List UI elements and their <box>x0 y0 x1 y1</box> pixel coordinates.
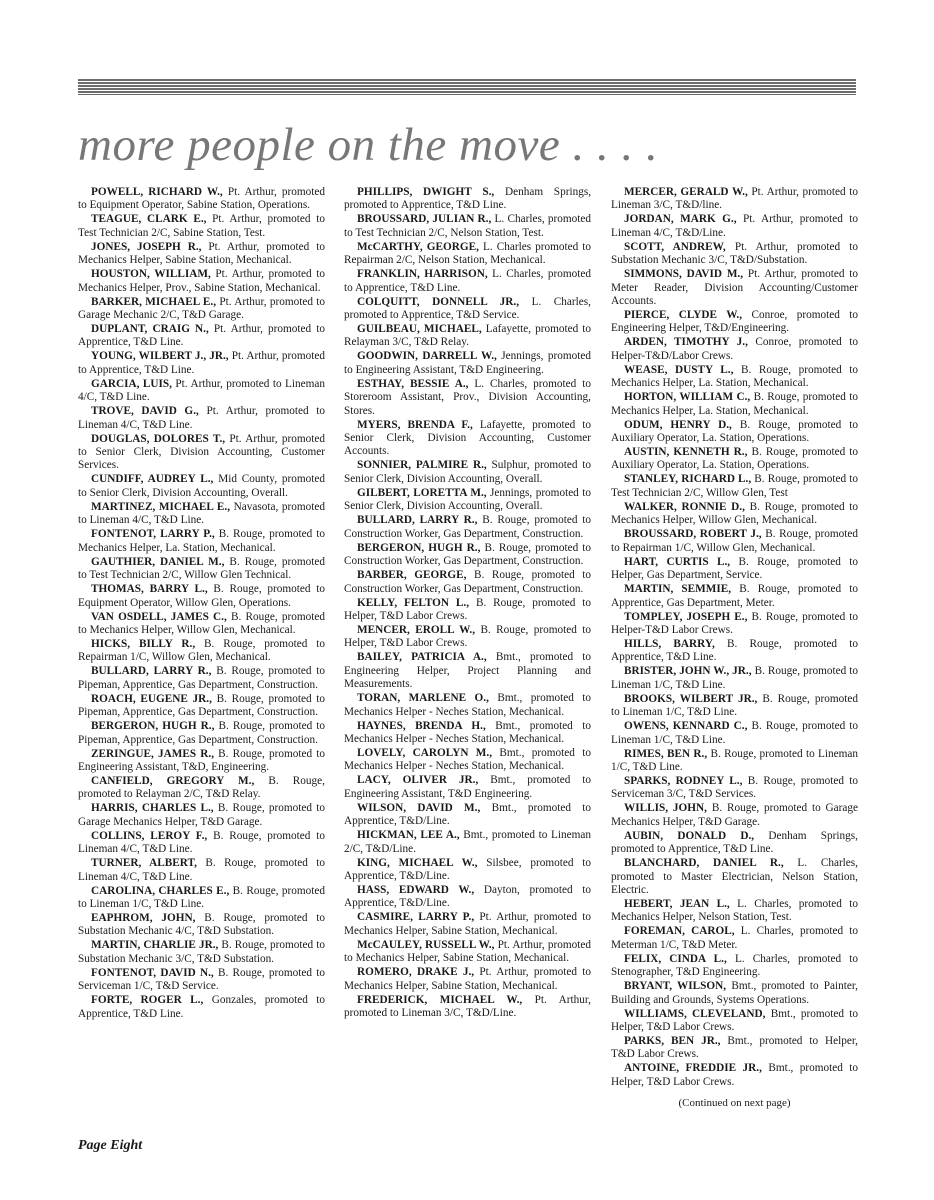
promotion-detail: Gonzales, promoted to Apprentice, T&D Line. <box>78 994 325 1020</box>
employee-name: FELIX, CINDA L., <box>624 952 727 965</box>
promotion-detail: L. Charles, promoted to Storeroom Assistant, Prov., Division Accounting, Stores. <box>344 377 591 417</box>
employee-name: DUPLANT, CRAIG N., <box>91 323 209 336</box>
promotion-entry <box>611 611 858 638</box>
employee-name: OWENS, KENNARD C., <box>624 720 748 733</box>
promotion-entry <box>611 802 858 829</box>
employee-name: EAPHROM, JOHN, <box>91 911 196 924</box>
employee-name: HORTON, WILLIAM C., <box>624 391 751 404</box>
promotion-detail: Bmt., promoted to Mechanics Helper - Neches Station, Mechanical. <box>344 719 591 745</box>
employee-name: JORDAN, MARK G., <box>624 213 737 226</box>
employee-name: TROVE, DAVID G., <box>91 405 199 418</box>
employee-name: HICKMAN, LEE A., <box>357 829 460 842</box>
employee-name: SIMMONS, DAVID M., <box>624 268 744 281</box>
employee-name: BLANCHARD, DANIEL R., <box>624 857 784 870</box>
employee-name: McCARTHY, GEORGE, <box>357 240 479 253</box>
promotion-entry <box>78 611 325 638</box>
promotion-entry <box>344 268 591 295</box>
promotion-entry <box>611 898 858 925</box>
promotion-detail: L. Charles, promoted to Apprentice, T&D Service. <box>344 295 591 322</box>
promotion-entry <box>611 925 858 952</box>
promotion-entry <box>344 692 591 719</box>
promotion-entry <box>611 391 858 418</box>
employee-name: MARTIN, CHARLIE JR., <box>91 939 219 952</box>
promotion-entry <box>344 241 591 268</box>
employee-name: SONNIER, PALMIRE R., <box>357 459 487 472</box>
promotion-entry <box>611 528 858 555</box>
promotion-entry <box>344 597 591 624</box>
promotion-detail: B. Rouge, promoted to Construction Worker, Gas Department, Construction. <box>344 541 592 568</box>
promotion-entry <box>78 583 325 610</box>
promotion-entry <box>344 487 591 514</box>
employee-name: CAROLINA, CHARLES E., <box>91 884 230 897</box>
employee-name: HAYNES, BRENDA H., <box>357 719 486 732</box>
employee-name: KING, MICHAEL W., <box>357 856 478 869</box>
promotion-detail: B. Rouge, promoted to Test Technician 2/C, Willow Glen, Test <box>611 473 858 499</box>
employee-name: LACY, OLIVER JR., <box>357 774 479 787</box>
promotion-entry <box>78 501 325 528</box>
promotion-detail: B. Rouge, promoted to Mechanics Helper, La. Station, Mechanical. <box>78 528 325 554</box>
employee-name: PARKS, BEN JR., <box>624 1035 721 1047</box>
employee-name: BRISTER, JOHN W., JR., <box>624 665 752 678</box>
employee-name: BRYANT, WILSON, <box>624 980 727 993</box>
promotion-entry <box>78 693 325 720</box>
promotion-detail: Pt. Arthur, promoted to Senior Clerk, Division Accounting, Customer Services. <box>78 432 325 472</box>
employee-name: CASMIRE, LARRY P., <box>357 911 475 924</box>
promotion-detail: B. Rouge, promoted to Pipeman, Apprentice, Gas Department, Construction. <box>78 720 326 746</box>
promotion-detail: Conroe, promoted to Helper-T&D/Labor Crews. <box>611 336 858 362</box>
employee-name: FONTENOT, LARRY P., <box>91 528 215 541</box>
promotion-detail: B. Rouge, promoted to Engineering Assistant, T&D, Engineering. <box>78 747 325 773</box>
promotion-entry <box>344 350 591 377</box>
promotion-entry <box>344 829 591 856</box>
promotion-detail: Pt. Arthur, promoted to Mechanics Helper, Sabine Station, Mechanical. <box>344 938 592 965</box>
promotion-detail: B. Rouge, promoted to Lineman 1/C, T&D Line. <box>611 747 858 773</box>
employee-name: HEBERT, JEAN L., <box>624 897 730 910</box>
promotion-entry <box>611 857 858 897</box>
promotion-entry <box>611 556 858 583</box>
employee-name: LOVELY, CAROLYN M., <box>357 746 493 759</box>
promotion-detail: B. Rouge, promoted to Lineman 4/C, T&D Line. <box>78 857 326 883</box>
employee-name: KELLY, FELTON L., <box>357 596 470 609</box>
employee-name: BAILEY, PATRICIA A., <box>357 651 487 664</box>
promotion-entry <box>344 323 591 350</box>
promotion-detail: Pt. Arthur, promoted to Garage Mechanic 2/C, T&D Garage. <box>78 295 326 322</box>
employee-name: AUBIN, DONALD D., <box>624 829 755 842</box>
promotion-entry <box>344 884 591 911</box>
promotion-detail: B. Rouge, promoted to Auxiliary Operator, La. Station, Operations. <box>611 418 858 445</box>
promotion-entry <box>611 213 858 240</box>
promotion-detail: Denham Springs, promoted to Apprentice, T&D Line. <box>611 829 858 856</box>
promotion-entry <box>78 665 325 692</box>
promotion-entry <box>78 473 325 500</box>
promotion-entry <box>611 775 858 802</box>
employee-name: VAN OSDELL, JAMES C., <box>91 610 227 623</box>
promotion-entry <box>611 953 858 980</box>
promotion-entry <box>344 802 591 829</box>
promotion-detail: L. Charles, promoted to Meterman 1/C, T&D Meter. <box>611 925 859 951</box>
promotion-detail: Pt. Arthur, promoted to Mechanics Helper, Sabine Station, Mechanical. <box>78 240 325 267</box>
page-number-label: Page Eight <box>78 1138 143 1153</box>
promotion-detail: L. Charles, promoted to Apprentice, T&D Line. <box>344 268 591 294</box>
promotion-detail: Bmt., promoted to Engineering Assistant, T&D Engineering. <box>344 774 592 800</box>
promotion-entry <box>344 378 591 418</box>
employee-name: BERGERON, HUGH R., <box>91 720 215 733</box>
promotion-detail: B. Rouge, promoted to Serviceman 1/C, T&D Service. <box>78 966 325 993</box>
promotion-entry <box>78 775 325 802</box>
employee-name: ROMERO, DRAKE J., <box>357 966 475 979</box>
promotion-entry <box>78 967 325 994</box>
promotion-detail: Jennings, promoted to Senior Clerk, Division Accounting, Overall. <box>344 486 592 513</box>
promotion-entry <box>78 802 325 829</box>
promotion-detail: Dayton, promoted to Apprentice, T&D/Line. <box>344 883 591 910</box>
promotion-detail: Pt. Arthur, promoted to Mechanics Helper, Sabine Station, Mechanical. <box>344 966 592 992</box>
promotion-entry <box>344 542 591 569</box>
employee-name: ARDEN, TIMOTHY J., <box>624 336 748 349</box>
promotion-detail: Pt. Arthur, promoted to Lineman 3/C, T&D/Line. <box>344 993 591 1019</box>
promotion-detail: B. Rouge, promoted to Lineman 1/C, T&D Line. <box>78 884 325 910</box>
employee-name: COLQUITT, DONNELL JR., <box>357 295 520 308</box>
employee-name: TORAN, MARLENE O., <box>357 692 489 705</box>
employee-name: SCOTT, ANDREW, <box>624 240 726 253</box>
employee-name: HARRIS, CHARLES L., <box>91 802 214 815</box>
continued-holder <box>611 1097 858 1110</box>
promotion-entry <box>344 459 591 486</box>
promotion-detail: Pt. Arthur, promoted to Lineman 3/C, T&D/line. <box>611 186 859 212</box>
promotion-entry <box>611 748 858 775</box>
promotion-detail: B. Rouge, promoted to Helper-T&D Labor Crews. <box>611 610 858 636</box>
promotion-entry <box>611 186 858 213</box>
promotion-detail: Pt. Arthur, promoted to Test Technician 2/C, Sabine Station, Test. <box>78 213 325 239</box>
employee-name: WILSON, DAVID M., <box>357 801 481 814</box>
employee-name: POWELL, RICHARD W., <box>91 186 223 198</box>
promotion-entry <box>78 433 325 473</box>
employee-name: MERCER, GERALD W., <box>624 186 748 198</box>
promotion-entry <box>78 528 325 555</box>
employee-name: CUNDIFF, AUDREY L., <box>91 473 214 486</box>
employee-name: BULLARD, LARRY R., <box>91 665 212 678</box>
promotion-entry <box>344 994 591 1021</box>
promotion-detail: Lafayette, promoted to Senior Clerk, Division Accounting, Customer Accounts. <box>344 418 591 458</box>
promotion-entry <box>611 720 858 747</box>
promotion-entry <box>611 693 858 720</box>
promotion-entry <box>344 186 591 213</box>
employee-name: STANLEY, RICHARD L., <box>624 473 752 486</box>
promotion-detail: Bmt., promoted to Helper, T&D Labor Crews. <box>611 1062 859 1088</box>
promotion-detail: Lafayette, promoted to Relayman 3/C, T&D Relay. <box>344 323 591 349</box>
employee-name: RIMES, BEN R., <box>624 747 708 760</box>
promotion-detail: B. Rouge, promoted to Helper, T&D Labor Crews. <box>344 596 591 622</box>
promotion-detail: Pt. Arthur, promoted to Apprentice, T&D Line. <box>78 350 326 376</box>
employee-name: TURNER, ALBERT, <box>91 857 197 870</box>
promotion-entry <box>78 296 325 323</box>
promotion-detail: B. Rouge, promoted to Substation Mechanic 4/C, T&D Substation. <box>78 911 326 938</box>
employee-name: BROOKS, WILBERT JR., <box>624 692 758 705</box>
promotion-detail: B. Rouge, promoted to Lineman 1/C, T&D Line. <box>611 692 858 719</box>
promotion-detail: B. Rouge, promoted to Apprentice, T&D Line. <box>611 637 859 664</box>
promotion-entry <box>78 241 325 268</box>
promotion-detail: Bmt., promoted to Mechanics Helper - Neches Station, Mechanical. <box>344 746 591 773</box>
promotion-detail: L. Charles promoted to Repairman 2/C, Nelson Station, Mechanical. <box>344 240 591 267</box>
employee-name: SPARKS, RODNEY L., <box>624 774 743 787</box>
employee-name: PIERCE, CLYDE W., <box>624 309 743 322</box>
promotion-entry <box>78 268 325 295</box>
promotion-entry <box>611 980 858 1007</box>
employee-name: THOMAS, BARRY L., <box>91 583 208 596</box>
promotion-entry <box>611 1035 858 1062</box>
employee-name: McCAULEY, RUSSELL W., <box>357 938 495 951</box>
promotion-entry <box>344 651 591 691</box>
promotion-entry <box>611 1062 858 1089</box>
promotion-entry <box>78 350 325 377</box>
promotion-detail: Jennings, promoted to Engineering Assistant, T&D Engineering. <box>344 350 591 376</box>
employee-name: GUILBEAU, MICHAEL, <box>357 323 482 336</box>
promotion-detail: B. Rouge, promoted to Helper, T&D Labor Crews. <box>344 623 592 650</box>
promotion-entry <box>78 857 325 884</box>
promotion-detail: B. Rouge, promoted to Mechanics Helper, Willow Glen, Mechanical. <box>78 610 325 636</box>
promotion-detail: B. Rouge, promoted to Serviceman 3/C, T&D Services. <box>611 774 859 801</box>
promotion-detail: Bmt., promoted to Helper, T&D Labor Crews. <box>611 1007 859 1033</box>
promotion-detail: Bmt., promoted to Engineering Helper, Project Planning and Measurements. <box>344 651 592 691</box>
promotion-detail: Bmt., promoted to Apprentice, T&D/Line. <box>344 801 591 828</box>
employee-name: GOODWIN, DARRELL W., <box>357 350 497 363</box>
promotion-detail: B. Rouge, promoted to Pipeman, Apprentice, Gas Department, Construction. <box>78 692 325 719</box>
promotion-detail: B. Rouge, promoted to Mechanics Helper, Willow Glen, Mechanical. <box>611 500 859 527</box>
promotion-detail: Bmt., promoted to Painter, Building and Grounds, Systems Operations. <box>611 980 858 1006</box>
employee-name: BROUSSARD, ROBERT J., <box>624 528 762 541</box>
promotion-entry <box>611 268 858 308</box>
promotion-entry <box>611 473 858 500</box>
employee-name: BROUSSARD, JULIAN R., <box>357 213 492 226</box>
promotion-entry <box>344 747 591 774</box>
promotion-detail: B. Rouge, promoted to Construction Worker, Gas Department, Construction. <box>344 569 591 595</box>
promotion-entry <box>611 309 858 336</box>
promotion-detail: B. Rouge, promoted to Mechanics Helper, La. Station, Mechanical. <box>611 391 858 417</box>
employee-name: COLLINS, LEROY F., <box>91 829 208 842</box>
employee-name: PHILLIPS, DWIGHT S., <box>357 186 495 198</box>
promotion-entry <box>611 501 858 528</box>
promotion-entry <box>611 665 858 692</box>
employee-name: TEAGUE, CLARK E., <box>91 213 207 226</box>
promotion-entry <box>611 583 858 610</box>
promotion-entry <box>78 638 325 665</box>
employee-name: FONTENOT, DAVID N., <box>91 966 214 979</box>
promotion-detail: Bmt., promoted to Helper, T&D Labor Crews. <box>611 1035 858 1061</box>
promotion-detail: Pt. Arthur, promoted to Lineman 4/C, T&D Line. <box>78 405 326 431</box>
promotion-detail: Pt. Arthur, promoted to Mechanics Helper, Prov., Sabine Station, Mechanical. <box>78 268 325 294</box>
employee-name: ZERINGUE, JAMES R., <box>91 747 215 760</box>
employee-name: DOUGLAS, DOLORES T., <box>91 432 226 445</box>
employee-name: FRANKLIN, HARRISON, <box>357 268 488 281</box>
employee-name: HART, CURTIS L., <box>624 555 731 568</box>
promotion-entry <box>78 405 325 432</box>
promotion-entry <box>78 994 325 1021</box>
promotion-entry <box>78 939 325 966</box>
promotion-detail: B. Rouge, promoted to Lineman 1/C, T&D Line. <box>611 720 859 746</box>
employee-name: HICKS, BILLY R., <box>91 637 196 650</box>
promotion-entry <box>78 556 325 583</box>
promotion-entry <box>78 830 325 857</box>
promotion-detail: B. Rouge, promoted to Repairman 1/C, Willow Glen, Mechanical. <box>78 637 325 664</box>
promotion-detail: Conroe, promoted to Engineering Helper, T&D/Engineering. <box>611 309 858 335</box>
promotion-entry <box>344 213 591 240</box>
employee-name: MYERS, BRENDA F., <box>357 418 473 431</box>
promotion-entry <box>344 569 591 596</box>
column-3 <box>611 186 858 1111</box>
promotion-detail: B. Rouge, promoted to Apprentice, Gas Department, Meter. <box>611 583 859 609</box>
promotion-detail: L. Charles, promoted to Mechanics Helper, Nelson Station, Test. <box>611 897 859 924</box>
employee-name: ROACH, EUGENE JR., <box>91 692 212 705</box>
employee-name: CANFIELD, GREGORY M., <box>91 774 255 787</box>
promotion-entry <box>78 213 325 240</box>
promotion-entry <box>611 336 858 363</box>
page-headline: more people on the move . . . . <box>78 119 659 171</box>
promotion-entry <box>344 514 591 541</box>
employee-name: JONES, JOSEPH R., <box>91 240 202 253</box>
promotion-detail: Pt. Arthur, promoted to Substation Mechanic 3/C, T&D/Substation. <box>611 240 859 267</box>
employee-name: BERGERON, HUGH R., <box>357 541 481 554</box>
promotion-detail: Pt. Arthur, promoted to Lineman 4/C, T&D Line. <box>78 377 326 404</box>
employee-name: FORTE, ROGER L., <box>91 994 204 1007</box>
promotion-entry <box>344 939 591 966</box>
promotion-detail: Pt. Arthur, promoted to Apprentice, T&D Line. <box>78 323 326 349</box>
promotion-entry <box>344 296 591 323</box>
promotion-entry <box>611 446 858 473</box>
column-2 <box>344 186 591 1021</box>
employee-name: WEASE, DUSTY L., <box>624 363 734 376</box>
promotion-detail: Pt. Arthur, promoted to Lineman 4/C, T&D/Line. <box>611 213 859 239</box>
promotion-detail: B. Rouge, promoted to Helper, Gas Department, Service. <box>611 555 858 582</box>
promotion-entry <box>344 857 591 884</box>
employee-name: MARTINEZ, MICHAEL E., <box>91 500 231 513</box>
promotion-detail: B. Rouge, promoted to Test Technician 2/C, Willow Glen Technical. <box>78 555 325 582</box>
promotion-detail: Pt. Arthur, promoted to Meter Reader, Division Accounting/Customer Accounts. <box>611 268 859 308</box>
promotion-entry <box>611 1008 858 1035</box>
promotion-detail: B. Rouge, promoted to Construction Worker, Gas Department, Construction. <box>344 514 591 540</box>
promotion-entry <box>611 830 858 857</box>
promotion-detail: B. Rouge, promoted to Garage Mechanics Helper, T&D Garage. <box>78 802 326 828</box>
promotion-detail: Pt. Arthur, promoted to Mechanics Helper, Sabine Station, Mechanical. <box>344 911 591 937</box>
promotion-entry <box>344 911 591 938</box>
promotion-detail: B. Rouge, promoted to Lineman 4/C, T&D Line. <box>78 829 325 856</box>
promotion-entry <box>78 885 325 912</box>
promotion-entry <box>78 748 325 775</box>
promotion-detail: Denham Springs, promoted to Apprentice, T&D Line. <box>344 186 592 212</box>
promotion-detail: Bmt., promoted to Lineman 2/C, T&D/Line. <box>344 829 591 855</box>
promotion-entry <box>611 241 858 268</box>
employee-name: MARTIN, SEMMIE, <box>624 583 732 596</box>
employee-name: MENCER, EROLL W., <box>357 623 476 636</box>
column-1 <box>78 186 325 1022</box>
promotion-entry <box>78 720 325 747</box>
employee-name: HASS, EDWARD W., <box>357 883 475 896</box>
promotion-entry <box>344 774 591 801</box>
promotion-detail: Mid County, promoted to Senior Clerk, Division Accounting, Overall. <box>78 473 325 499</box>
header-rule-band <box>78 79 856 95</box>
promotion-detail: L. Charles, promoted to Stenographer, T&D Engineering. <box>611 952 859 979</box>
employee-name: HOUSTON, WILLIAM, <box>91 268 211 281</box>
promotion-entry <box>344 419 591 459</box>
employee-name: ANTOINE, FREDDIE JR., <box>624 1062 762 1075</box>
promotion-detail: Sulphur, promoted to Senior Clerk, Division Accounting, Overall. <box>344 459 592 485</box>
promotion-entry <box>344 720 591 747</box>
employee-name: WALKER, RONNIE D., <box>624 500 745 513</box>
promotion-detail: L. Charles, promoted to Master Electrician, Nelson Station, Electric. <box>611 857 858 896</box>
employee-name: AUSTIN, KENNETH R., <box>624 446 748 459</box>
promotion-detail: B. Rouge, promoted to Equipment Operator, Willow Glen, Operations. <box>78 583 325 609</box>
employee-name: YOUNG, WILBERT J., JR., <box>91 350 229 363</box>
promotion-entry <box>344 966 591 993</box>
promotion-detail: L. Charles, promoted to Test Technician 2/C, Nelson Station, Test. <box>344 213 591 239</box>
employee-name: WILLIAMS, CLEVELAND, <box>624 1007 766 1020</box>
promotion-entry <box>611 638 858 665</box>
employee-name: BULLARD, LARRY R., <box>357 514 478 527</box>
employee-name: HILLS, BARRY, <box>624 637 715 650</box>
promotion-entry <box>344 624 591 651</box>
promotion-detail: Navasota, promoted to Lineman 4/C, T&D Line. <box>78 500 326 527</box>
promotion-entry <box>611 364 858 391</box>
promotion-entry <box>611 419 858 446</box>
promotion-entry <box>78 186 325 213</box>
promotion-entry <box>78 378 325 405</box>
employee-name: ODUM, HENRY D., <box>624 418 732 431</box>
employee-name: TOMPLEY, JOSEPH E., <box>624 610 748 623</box>
promotion-detail: Silsbee, promoted to Apprentice, T&D/Line. <box>344 856 591 882</box>
promotion-entry <box>78 323 325 350</box>
promotion-detail: B. Rouge, promoted to Auxiliary Operator, La. Station, Operations. <box>611 446 858 472</box>
promotion-detail: B. Rouge, promoted to Mechanics Helper, La. Station, Mechanical. <box>611 363 858 390</box>
employee-name: GILBERT, LORETTA M., <box>357 486 487 499</box>
promotion-detail: B. Rouge, promoted to Relayman 2/C, T&D Relay. <box>78 774 325 801</box>
employee-name: BARKER, MICHAEL E., <box>91 295 217 308</box>
promotion-detail: B. Rouge, promoted to Lineman 1/C, T&D Line. <box>611 665 859 691</box>
promotion-detail: Pt. Arthur, promoted to Equipment Operator, Sabine Station, Operations. <box>78 186 326 212</box>
employee-name: WILLIS, JOHN, <box>624 802 707 815</box>
employee-name: FOREMAN, CAROL, <box>624 925 735 938</box>
promotion-detail: B. Rouge, promoted to Substation Mechanic 3/C, T&D Substation. <box>78 939 325 965</box>
continued-note: (Continued on next page) <box>678 1097 791 1110</box>
promotion-detail: B. Rouge, promoted to Garage Mechanics Helper, T&D Garage. <box>611 802 859 828</box>
employee-name: GAUTHIER, DANIEL M., <box>91 555 225 568</box>
employee-name: ESTHAY, BESSIE A., <box>357 377 469 390</box>
promotion-detail: B. Rouge, promoted to Pipeman, Apprentice, Gas Department, Construction. <box>78 665 325 691</box>
promotion-detail: B. Rouge, promoted to Repairman 1/C, Willow Glen, Mechanical. <box>611 528 859 554</box>
employee-name: FREDERICK, MICHAEL W., <box>357 993 523 1006</box>
promotion-detail: Bmt., promoted to Mechanics Helper - Neches Station, Mechanical. <box>344 692 591 718</box>
employee-name: BARBER, GEORGE, <box>357 569 467 582</box>
promotion-entry <box>78 912 325 939</box>
employee-name: GARCIA, LUIS, <box>91 377 172 390</box>
